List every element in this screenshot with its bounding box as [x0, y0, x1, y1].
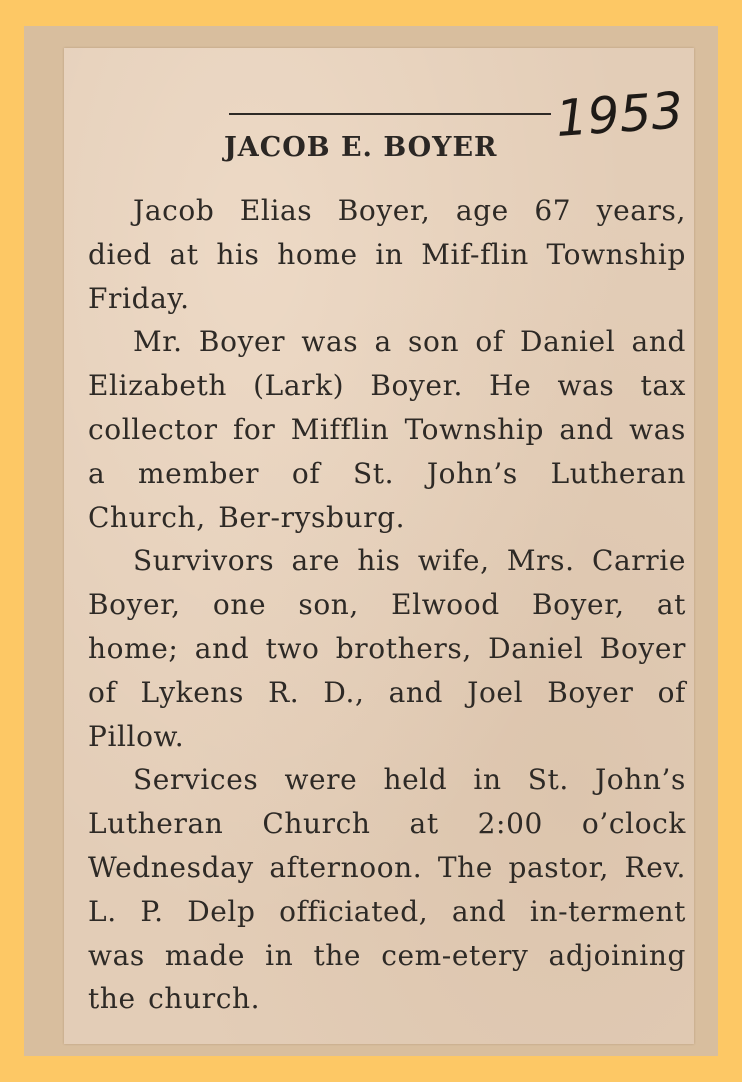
obituary-headline: JACOB E. BOYER: [224, 132, 498, 163]
headline-rule: [229, 113, 551, 115]
obituary-body: [88, 189, 686, 1021]
paragraph-biography: Mr. Boyer was a son of Daniel and Elizabeth (Lark) Boyer. He was tax collector for Mifflin Township and was a member of St. John’s Lutheran Church, Ber-rysburg.: [88, 325, 686, 534]
paragraph-survivors: Survivors are his wife, Mrs. Carrie Boyer, one son, Elwood Boyer, at home; and two brothers, Daniel Boyer of Lykens R. D., and Joel Boyer of Pillow.: [88, 544, 686, 753]
paragraph-services: Services were held in St. John’s Lutheran Church at 2:00 o’clock Wednesday afternoon. The pastor, Rev. L. P. Delp officiated, and in-terment was made in the cem-etery adjoining the church.: [88, 763, 686, 1016]
scan-background: [24, 26, 718, 1056]
handwritten-year-note: 1953: [553, 81, 685, 148]
paragraph-death-notice: Jacob Elias Boyer, age 67 years, died at his home in Mif-flin Township Friday.: [88, 194, 686, 315]
newspaper-clipping: [64, 48, 694, 1044]
